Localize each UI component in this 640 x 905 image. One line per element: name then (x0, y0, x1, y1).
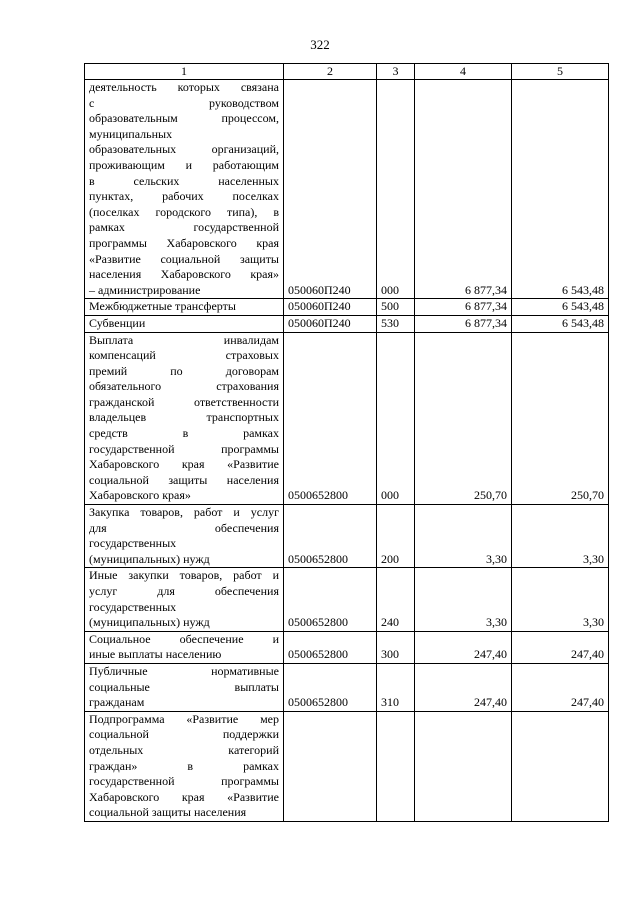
row-code-cell: 0500652800 (284, 631, 377, 663)
row-name-cell (85, 631, 284, 663)
row-vr-cell: 200 (377, 505, 415, 568)
row-sum-2-cell (512, 711, 609, 821)
row-vr-cell: 240 (377, 568, 415, 631)
table-row (85, 711, 609, 821)
row-sum-1-cell: 6 877,34 (415, 315, 512, 332)
row-sum-2-cell: 6 543,48 (512, 299, 609, 316)
row-name-line: премий по договорам (89, 363, 279, 378)
row-sum-2-cell: 3,30 (512, 568, 609, 631)
row-sum-2-cell: 6 543,48 (512, 80, 609, 299)
row-name-line: образовательных организаций, (89, 142, 279, 157)
row-name-line: проживающим и работающим (89, 157, 279, 172)
table-row (85, 505, 609, 568)
row-name-line: социальные выплаты (89, 679, 279, 694)
row-name-line: Хабаровского края «Развитие (89, 457, 279, 472)
row-name-line: Хабаровского края» (89, 488, 191, 503)
row-code-cell (284, 711, 377, 821)
row-name-line: социальной защиты населения (89, 472, 279, 487)
row-sum-1-cell: 247,40 (415, 663, 512, 711)
row-name-line: государственных (89, 536, 177, 551)
row-sum-1-cell (415, 711, 512, 821)
row-name-line: пунктах, рабочих поселках (89, 189, 279, 204)
row-name-line: гражданам (89, 695, 145, 710)
row-name-line: граждан» в рамках (89, 758, 279, 773)
row-name-line: услуг для обеспечения (89, 584, 279, 598)
header-col-sum-2: 5 (512, 64, 609, 80)
row-code-cell: 0500652800 (284, 332, 377, 505)
row-name-cell (85, 80, 284, 299)
header-col-sum-1: 4 (415, 64, 512, 80)
row-name-line: государственной программы (89, 774, 279, 789)
row-sum-2-cell: 3,30 (512, 505, 609, 568)
row-name-line: Публичные нормативные (89, 663, 279, 678)
row-vr-cell: 300 (377, 631, 415, 663)
row-name-line: для обеспечения (89, 520, 279, 535)
row-name-cell (85, 568, 284, 631)
table-body (85, 80, 609, 822)
row-name-line: программы Хабаровского края (89, 235, 279, 250)
header-col-code: 2 (284, 64, 377, 80)
row-sum-1-cell: 247,40 (415, 631, 512, 663)
row-name-line: Хабаровского края «Развитие (89, 789, 279, 804)
row-name-line: с руководством (89, 95, 279, 110)
row-name-line: отдельных категорий (89, 742, 279, 757)
row-name-line: компенсаций страховых (89, 348, 279, 363)
row-name-line: «Развитие социальной защиты (89, 251, 279, 266)
table-row (85, 631, 609, 663)
table-row (85, 332, 609, 505)
row-name-line: государственной программы (89, 441, 279, 456)
row-vr-cell (377, 711, 415, 821)
row-name-line: владельцев транспортных (89, 410, 279, 425)
row-name-line: гражданской ответственности (89, 394, 279, 409)
header-row (85, 64, 609, 80)
row-name-cell (85, 663, 284, 711)
row-name-line: социальной поддержки (89, 727, 279, 742)
row-name-cell (85, 315, 284, 332)
row-name-line: (муниципальных) нужд (89, 615, 210, 630)
table-row (85, 663, 609, 711)
row-name-line: социальной защиты населения (89, 805, 247, 820)
row-name-line: Межбюджетные трансферты (89, 299, 236, 314)
row-code-cell: 050060П240 (284, 315, 377, 332)
row-name-cell (85, 711, 284, 821)
table-row (85, 315, 609, 332)
row-code-cell: 050060П240 (284, 299, 377, 316)
table-row (85, 299, 609, 316)
row-sum-1-cell: 6 877,34 (415, 299, 512, 316)
row-name-line: Выплата инвалидам (89, 332, 279, 347)
row-name-line: в сельских населенных (89, 173, 279, 188)
header-col-name: 1 (85, 64, 284, 80)
row-sum-2-cell: 6 543,48 (512, 315, 609, 332)
row-name-cell (85, 299, 284, 316)
row-sum-1-cell: 3,30 (415, 568, 512, 631)
row-sum-1-cell: 250,70 (415, 332, 512, 505)
row-sum-1-cell: 6 877,34 (415, 80, 512, 299)
table-row (85, 568, 609, 631)
row-vr-cell: 000 (377, 332, 415, 505)
row-name-line: (поселках городского типа), в (89, 204, 279, 219)
row-name-line: – администрирование (89, 282, 201, 297)
row-code-cell: 0500652800 (284, 663, 377, 711)
row-sum-2-cell: 247,40 (512, 663, 609, 711)
row-name-cell (85, 505, 284, 568)
row-name-line: государственных (89, 599, 177, 614)
budget-table (84, 63, 609, 822)
row-name-line: образовательным процессом, (89, 111, 279, 126)
row-vr-cell: 310 (377, 663, 415, 711)
row-name-line: Субвенции (89, 315, 146, 330)
row-code-cell: 0500652800 (284, 505, 377, 568)
row-name-line: иные выплаты населению (89, 647, 222, 662)
page-number: 322 (310, 37, 330, 52)
row-vr-cell: 000 (377, 80, 415, 299)
table-row (85, 80, 609, 299)
row-name-line: муниципальных (89, 126, 173, 141)
row-vr-cell: 530 (377, 315, 415, 332)
row-name-line: Подпрограмма «Развитие мер (89, 711, 279, 726)
row-name-line: деятельность которых связана (89, 80, 279, 94)
row-name-line: населения Хабаровского края» (89, 267, 279, 282)
row-name-line: обязательного страхования (89, 379, 279, 394)
row-code-cell: 0500652800 (284, 568, 377, 631)
row-name-line: Социальное обеспечение и (89, 631, 279, 646)
row-sum-1-cell: 3,30 (415, 505, 512, 568)
row-name-line: Иные закупки товаров, работ и (89, 568, 279, 583)
row-vr-cell: 500 (377, 299, 415, 316)
row-sum-2-cell: 247,40 (512, 631, 609, 663)
row-name-line: (муниципальных) нужд (89, 551, 210, 566)
row-name-line: средств в рамках (89, 426, 279, 441)
row-sum-2-cell: 250,70 (512, 332, 609, 505)
row-code-cell: 050060П240 (284, 80, 377, 299)
row-name-line: рамках государственной (89, 220, 279, 235)
header-col-vr: 3 (377, 64, 415, 80)
row-name-cell (85, 332, 284, 505)
row-name-line: Закупка товаров, работ и услуг (89, 505, 279, 520)
